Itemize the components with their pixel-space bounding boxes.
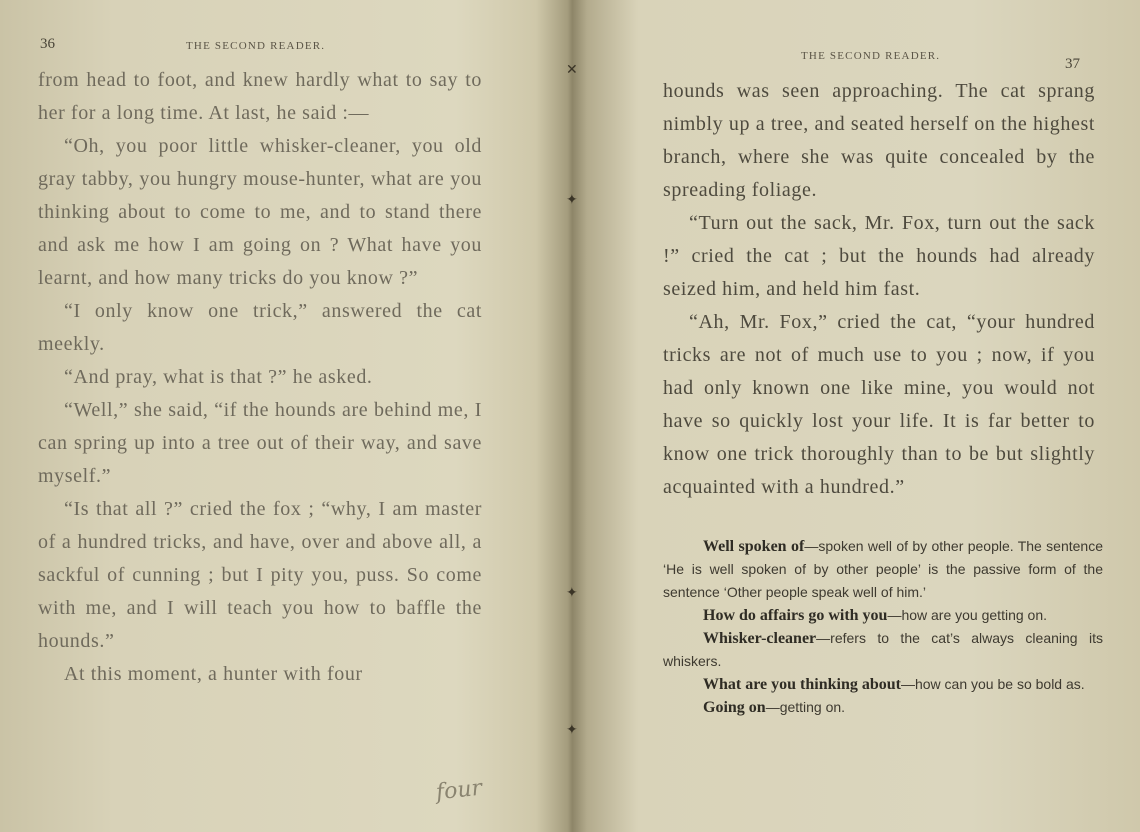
binding-stitch: ✦ (566, 193, 578, 208)
note-term: How do affairs go with you (703, 607, 888, 624)
note-item (663, 673, 1103, 696)
note-term: Going on (703, 699, 766, 716)
paragraph: “I only know one trick,” answered the cat meekly. (38, 300, 482, 355)
note-term: What are you thinking about (703, 676, 901, 693)
left-page-number: 36 (40, 36, 55, 52)
right-page (575, 0, 1140, 832)
left-running-head: THE SECOND READER. (186, 40, 326, 52)
paragraph: “And pray, what is that ?” he asked. (64, 366, 373, 388)
left-body-text (38, 64, 482, 691)
note-definition: —spoken well of by other people. The sentence ‘He is well spoken of by other people’ is the passive form of the sentence ‘Other people speak well of him.’ (663, 538, 1104, 600)
paragraph: from head to foot, and knew hardly what to say to her for a long time. At last, he said :— (38, 69, 482, 124)
paragraph: “Is that all ?” cried the fox ; “why, I am master of a hundred tricks, and have, over and above all, a sackful of cunning ; but I pity you, puss. So come with me, and I will teach you how to baffle the hounds.” (38, 498, 482, 652)
vocabulary-notes (663, 535, 1103, 719)
paragraph: “Well,” she said, “if the hounds are behind me, I can spring up into a tree out of their way, and save myself.” (38, 399, 482, 487)
left-page (0, 0, 565, 832)
note-term: Whisker-cleaner (703, 630, 817, 647)
note-term: Well spoken of (703, 538, 805, 555)
note-item (663, 627, 1103, 673)
paragraph: “Oh, you poor little whisker-cleaner, you old gray tabby, you hungry mouse-hunter, what are you thinking about to come to me, and to stand there and ask me how I am going on ? What have you learnt, and how many tricks do you know ?” (38, 135, 482, 289)
note-item (663, 696, 1103, 719)
note-definition: —getting on. (765, 699, 846, 715)
paragraph: “Ah, Mr. Fox,” cried the cat, “your hundred tricks are not of much use to you ; now, if you had only known one like mine, you would not have so quickly lost your life. It is far better to know one trick thoroughly than to be but slightly acquainted with a hundred.” (663, 311, 1095, 498)
note-item (663, 535, 1103, 604)
note-definition: —how can you be so bold as. (900, 676, 1085, 692)
right-running-head: THE SECOND READER. (801, 50, 941, 62)
right-body-text (663, 75, 1095, 504)
binding-stitch: ✦ (566, 723, 578, 738)
binding-stitch: ✕ (566, 63, 578, 78)
note-definition: —refers to the cat’s always cleaning its whiskers. (663, 630, 1103, 669)
paragraph: “Turn out the sack, Mr. Fox, turn out the sack !” cried the cat ; but the hounds had already seized him, and held him fast. (663, 212, 1095, 300)
handwritten-annotation: four (434, 775, 484, 806)
paragraph: At this moment, a hunter with four (64, 663, 363, 685)
binding-stitch: ✦ (566, 586, 578, 601)
note-item (663, 604, 1103, 627)
right-page-number: 37 (1065, 56, 1080, 72)
note-definition: —how are you getting on. (887, 607, 1047, 623)
paragraph: hounds was seen approaching. The cat sprang nimbly up a tree, and seated herself on the highest branch, where she was quite concealed by the spreading foliage. (663, 80, 1095, 201)
